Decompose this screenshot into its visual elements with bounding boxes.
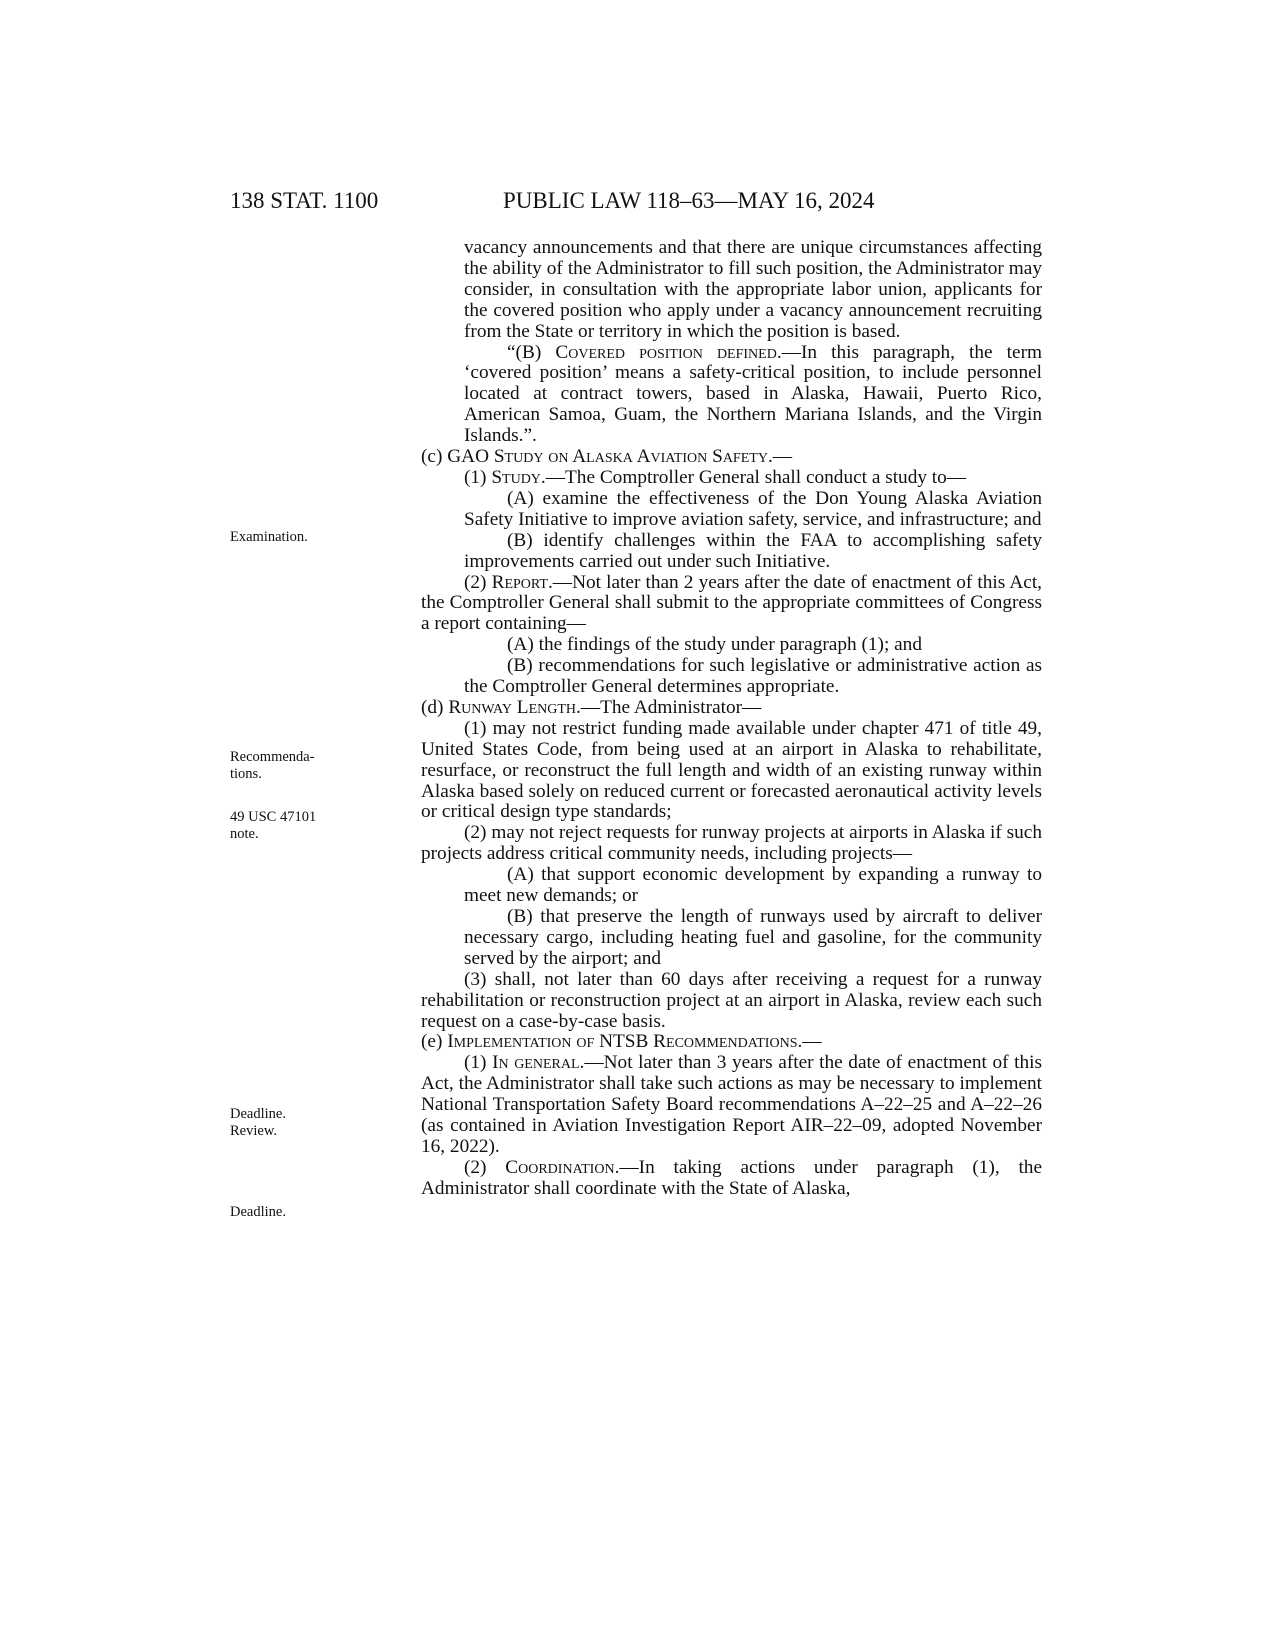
margin-note-deadline: [230, 1204, 286, 1221]
margin-note-text: Deadline.: [230, 1204, 286, 1220]
margin-note-text: Examination.: [230, 529, 308, 545]
paragraph-c1a: (A) examine the effectiveness of the Don Young Alaska Aviation Safety Initiative to improve aviation safety, service, and infrastructure; and: [464, 487, 1042, 530]
item-number: (c): [421, 446, 443, 468]
paragraph-e2: [421, 1158, 1042, 1200]
statute-body: [421, 238, 1042, 1200]
margin-note-deadline-review: [230, 1106, 286, 1140]
margin-note-text: tions.: [230, 766, 262, 782]
paragraph-text: .—In taking actions under paragraph (1), the Administrator shall coordinate with the State of Alaska,: [421, 1156, 1042, 1199]
paragraph-d2a: (A) that support economic development by expanding a runway to meet new demands; or: [464, 864, 1042, 907]
page-stat-citation: 138 STAT. 1100: [230, 188, 379, 213]
paragraph-c2a: (A) the findings of the study under paragraph (1); and: [507, 634, 922, 656]
section-heading: Coordination: [505, 1156, 615, 1178]
paragraph-c2-report: [421, 573, 1042, 636]
section-heading: GAO Study on Alaska Aviation Safety: [447, 446, 768, 468]
item-number: (e): [421, 1031, 443, 1053]
margin-note-text: Review.: [230, 1123, 277, 1139]
section-heading: Runway Length: [448, 696, 577, 718]
item-number: (2): [464, 1156, 487, 1178]
section-heading: Implementation of NTSB Recommendations: [447, 1031, 798, 1053]
paragraph-text: .—The Comptroller General shall conduct a study to—: [540, 466, 967, 488]
paragraph-text: .—In this paragraph, the term ‘covered position’ means a safety-critical position, to include personnel located at contract towers, based in Alaska, Hawaii, Puerto Rico, American Samoa, Guam, the Northern Mariana Islands, and the Virgin Islands.”.: [464, 341, 1043, 447]
margin-note-text: Deadline.: [230, 1106, 286, 1122]
section-heading: Report: [491, 571, 548, 593]
paragraph-d2b: (B) that preserve the length of runways used by aircraft to deliver necessary cargo, including heating fuel and gasoline, for the community served by the airport; and: [464, 906, 1042, 969]
paragraph-c1-study: [421, 468, 1042, 489]
page-title: PUBLIC LAW 118–63—MAY 16, 2024: [503, 188, 875, 213]
section-heading: Covered position defined: [555, 341, 777, 363]
subsection-c-heading: [421, 447, 1042, 468]
item-number: (1): [464, 1052, 487, 1074]
heading-dash: .—: [767, 446, 793, 468]
paragraph-e1: [421, 1053, 1042, 1158]
item-number: (d): [421, 696, 444, 718]
paragraph-d3: (3) shall, not later than 60 days after receiving a request for a runway rehabilitation or reconstruction project at an airport in Alaska, review each such request on a case-by-case basis.: [421, 968, 1042, 1032]
item-number: (2): [464, 571, 487, 593]
subsection-d-heading: [421, 698, 1042, 719]
margin-note-text: note.: [230, 826, 259, 842]
paragraph-text: .—The Administrator—: [576, 696, 762, 718]
margin-note-recommendations: [230, 749, 315, 783]
paragraph-c2b: (B) recommendations for such legislative or administrative action as the Comptroller General determines appropriate.: [464, 655, 1042, 698]
margin-note-usc: [230, 809, 316, 843]
item-number: (1): [464, 466, 487, 488]
paragraph-d2: (2) may not reject requests for runway projects at airports in Alaska if such projects address critical community needs, including projects—: [421, 822, 1042, 865]
item-number: “(B): [507, 341, 542, 363]
margin-note-examination: [230, 529, 308, 546]
paragraph-b-covered-position: [421, 343, 1042, 448]
paragraph-c1b: (B) identify challenges within the FAA to accomplishing safety improvements carried out under such Initiative.: [464, 529, 1042, 572]
paragraph-text: .—Not later than 2 years after the date of enactment of this Act, the Comptroller General shall submit to the appropriate committees of Congress a report containing—: [421, 571, 1042, 635]
paragraph-vacancy: vacancy announcements and that there are unique circumstances affecting the ability of the Administrator to fill such position, the Administrator may consider, in consultation with the appropriate labor union, applicants for the covered position who apply under a vacancy announcement recruiting from the State or territory in which the position is based.: [464, 237, 1042, 342]
margin-note-text: Recommenda-: [230, 749, 315, 765]
section-heading: Study: [491, 466, 541, 488]
paragraph-text: .—Not later than 3 years after the date of enactment of this Act, the Administrator shall take such actions as may be necessary to implement National Transportation Safety Board recommendations A–22–25 and A–22–26 (as contained in Aviation Investigation Report AIR–22–09, adopted November 16, 2022).: [421, 1052, 1042, 1157]
section-heading: In general: [492, 1052, 580, 1074]
subsection-e-heading: [421, 1032, 1042, 1053]
paragraph-d1: (1) may not restrict funding made available under chapter 471 of title 49, United States Code, from being used at an airport in Alaska to rehabilitate, resurface, or reconstruct the full length and width of an existing runway within Alaska based solely on reduced current or forecasted aeronautical activity levels or critical design type standards;: [421, 717, 1042, 823]
margin-note-text: 49 USC 47101: [230, 809, 317, 825]
heading-dash: .—: [797, 1031, 822, 1053]
